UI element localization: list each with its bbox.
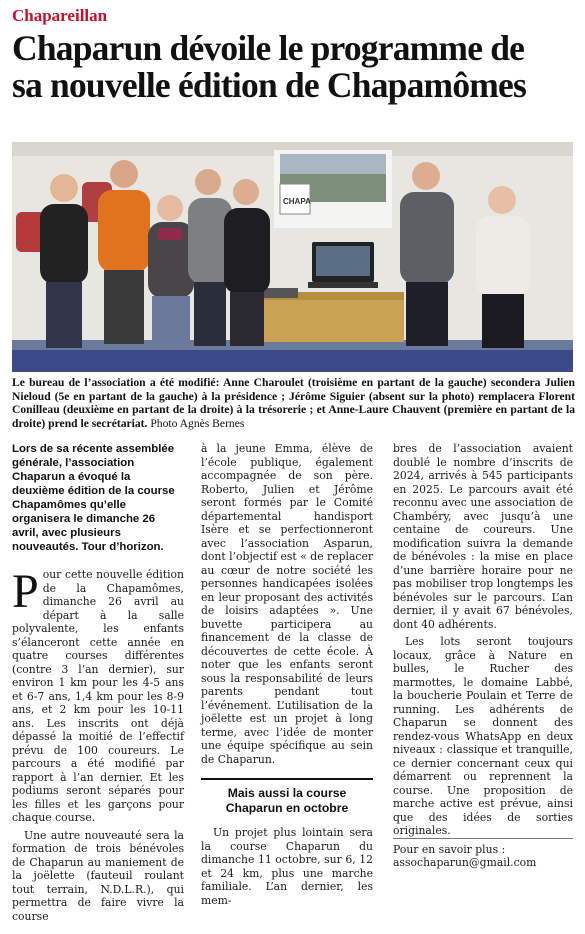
paragraph-1 — [12, 565, 184, 825]
caption-text: Le bureau de l’association a été modifié: Anne Charoulet (troisième en partant de la gauche) secondera Julien Nieloud (5e en partant de la gauche) à la présidence ; Jérôme Siguier (absent sur la photo) remplacera Florent Conilleau (deuxième en partant de la droite) à la trésorerie ; et Anne-Laure Chauvent (première en partant de la droite) prend le secrétariat. — [12, 376, 575, 430]
article-column-2 — [201, 442, 373, 907]
screen-text: CHAPA — [283, 197, 311, 206]
article-column-3 — [393, 442, 573, 870]
photo-credit: Photo Agnès Bernes — [150, 416, 245, 430]
drop-cap: P — [12, 565, 39, 618]
paragraph-3: à la jeune Emma, élève de l’école publique, également accompagnée de son père. Roberto, Julien et Jérôme seront formés par le Comité départemental handisport Isère et se perfectionneront avec l’association Asparun, dont l’objectif est « de replacer au cœur de notre société les personnes handicapées isolées en leur proposant des activités de loisirs adaptées ». Une buvette participera au financement de la classe de découvertes de cette école. À noter que les enfants seront sous la responsabilité de leurs parents pendant tout l’événement. L’utilisation de la joëlette est un projet à long terme, avec l’idée de monter une équipe spécifique au sein de Chaparun. — [201, 442, 373, 766]
paragraph-6: Les lots seront toujours locaux, grâce à Nature en bulles, le Rucher des marmottes, le domaine Labbé, la boucherie Poulain et Terre de running. Les adhérents de Chaparun se donnent des rendez-vous WhatsApp en deux niveaux : classique et tranquille, ce dernier concernant ceux qui démarrent ou reprennent la course. Une proposition de marche active est prévue, ainsi que des idées de sorties originales. — [393, 635, 573, 837]
more-info: Pour en savoir plus : assochaparun@gmail.com — [393, 838, 573, 870]
article-lead: Lors de sa récente assemblée générale, l’association Chaparun a évoqué la deuxième édition de la course Chapamômes qu’elle organisera le dimanche 26 avril, avec plusieurs nouveautés. Tour d’horizon. — [12, 443, 175, 553]
paragraph-5: bres de l’association avaient doublé le nombre d’inscrits de 2024, arrivés à 545 participants en 2025. Le parcours avait été reconnu avec une association de Chambéry, avec jusqu’à une centaine de coureurs. Une modification suivra la demande de bénévoles : la mise en place d’une barrière horaire pour ne pas mobiliser trop longtemps les bénévoles sur le parcours. L’an dernier, il y avait 67 bénévoles, dont 40 adhérents. — [393, 442, 573, 631]
photo-caption — [12, 376, 575, 430]
headline-line-1: Chaparun dévoile le programme de — [12, 28, 525, 68]
paragraph-1-text: our cette nouvelle édition de la Chapamômes, dimanche 26 avril au départ à la salle polyvalente, les enfants s’élanceront cette année en quatre courses différentes (contre 3 l’an dernier), sur environ 1 km pour les 4-5 ans et 6-7 ans, 1,4 km pour les 8-9 ans, et 2 km pour les 10-11 ans. Les inscrits ont déjà dépassé la moitié de l’effectif prévu de 100 coureurs. Le parcours a été modifié par rapport à l’an dernier. Et les podiums seront séparés pour les filles et les garçons pour chaque course. — [12, 568, 184, 824]
headline — [12, 30, 577, 104]
article-column-1 — [12, 442, 184, 923]
group-photo-illustration — [12, 142, 573, 372]
paragraph-2: Une autre nouveauté sera la formation de trois bénévoles de Chaparun au maniement de la joëlette (fauteuil roulant tout terrain, N.D.L.R.), qui permettra de faire vivre la course — [12, 828, 184, 923]
group-photo — [12, 142, 573, 372]
section-kicker: Chapareillan — [12, 6, 108, 25]
article-subhead: Mais aussi la course Chaparun en octobre — [201, 778, 373, 816]
headline-line-2: sa nouvelle édition de Chapamômes — [12, 65, 527, 105]
paragraph-4: Un projet plus lointain sera la course Chaparun du dimanche 11 octobre, sur 6, 12 et 24 km, plus une marche familiale. L’an dernier, les mem- — [201, 826, 373, 907]
